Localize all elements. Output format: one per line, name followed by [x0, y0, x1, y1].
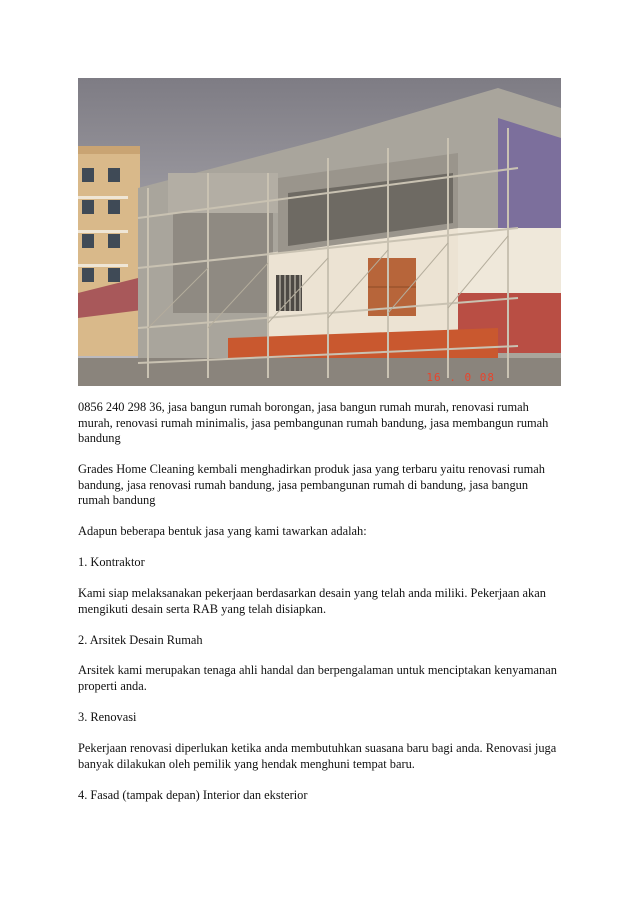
- service-text-renovasi: Pekerjaan renovasi diperlukan ketika anda membutuhkan suasana baru bagi anda. Renovasi juga banyak dilakukan oleh pemilik yang hendak menghuni tempat baru.: [78, 741, 557, 771]
- service-heading-kontraktor: 1. Kontraktor: [78, 555, 145, 569]
- service-text-kontraktor: Kami siap melaksanakan pekerjaan berdasarkan desain yang telah anda miliki. Pekerjaan akan mengikuti desain serta RAB yang telah disiapkan.: [78, 586, 546, 616]
- service-heading-fasad: 4. Fasad (tampak depan) Interior dan eksterior: [78, 788, 308, 802]
- photo-date-stamp: 16 . 0 08: [426, 371, 495, 384]
- intro-description-paragraph: Grades Home Cleaning kembali menghadirkan produk jasa yang terbaru yaitu renovasi rumah bandung, jasa renovasi rumah bandung, jasa pembangunan rumah di bandung, jasa bangun rumah bandung: [78, 462, 545, 507]
- building-under-construction-photo: [78, 78, 561, 386]
- service-text-arsitek: Arsitek kami merupakan tenaga ahli handal dan berpengalaman untuk menciptakan kenyamanan properti anda.: [78, 663, 557, 693]
- services-lead-paragraph: Adapun beberapa bentuk jasa yang kami tawarkan adalah:: [78, 524, 367, 538]
- service-heading-renovasi: 3. Renovasi: [78, 710, 137, 724]
- service-heading-arsitek: 2. Arsitek Desain Rumah: [78, 633, 203, 647]
- intro-keywords-paragraph: 0856 240 298 36, jasa bangun rumah borongan, jasa bangun rumah murah, renovasi rumah murah, renovasi rumah minimalis, jasa pembangunan rumah bandung, jasa membangun rumah bandung: [78, 400, 549, 445]
